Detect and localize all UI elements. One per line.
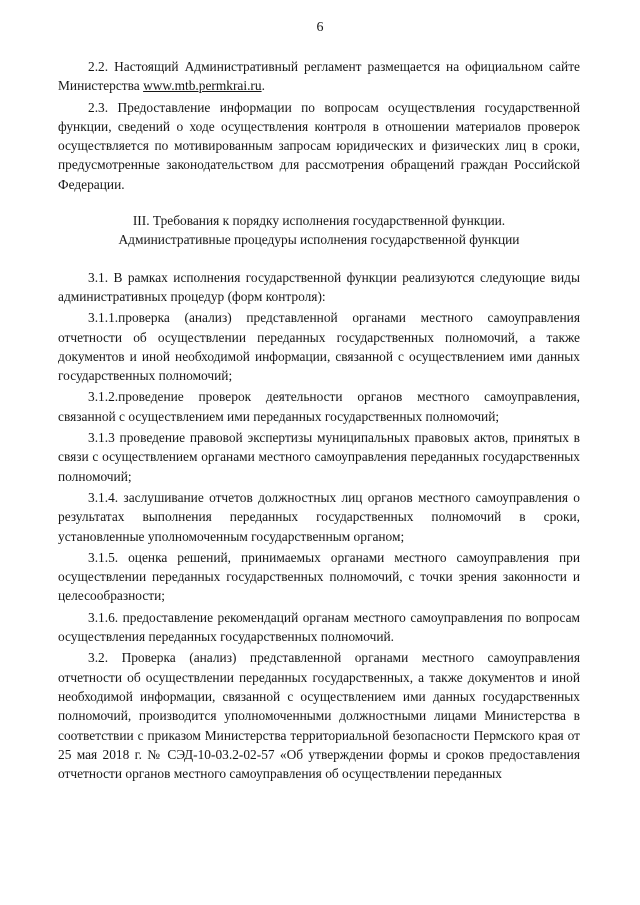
paragraph-3-1-6: 3.1.6. предоставление рекомендаций органам местного самоуправления по вопросам осуществления переданных государственных полномочий. — [58, 609, 580, 645]
paragraph-3-1: 3.1. В рамках исполнения государственной функции реализуются следующие виды административных процедур (форм контроля): — [58, 269, 580, 304]
page-number: 6 — [316, 20, 324, 35]
document-body — [58, 57, 580, 785]
paragraph-3-1-3: 3.1.3 проведение правовой экспертизы муниципальных правовых актов, принятых в связи с осуществлением органами местного самоуправления переданных государственных полномочий; — [58, 430, 580, 484]
section-heading-line-1: III. Требования к порядку исполнения государственной функции. — [132, 213, 506, 229]
paragraph-2-3: 2.3. Предоставление информации по вопросам осуществления государственной функции, сведений о ходе осуществления контроля в отношении материалов проверок осуществляется по мотивированным запросам юридических и физических лиц в сроки, предусмотренные законодательством для рассмотрения обращений граждан Российской Федерации. — [58, 99, 580, 192]
section-heading — [58, 211, 580, 250]
paragraph-3-1-2: 3.1.2.проведение проверок деятельности органов местного самоуправления, связанной с осуществлением ими переданных государственных полномочий; — [58, 389, 580, 424]
section-heading-line-2: Административные процедуры исполнения государственной функции — [118, 232, 520, 248]
paragraph-2-2-text: 2.2. Настоящий Административный регламент размещается на официальном сайте Министерства — [58, 59, 580, 94]
ministry-website-link[interactable]: www.mtb.permkrai.ru — [143, 78, 262, 94]
paragraph-3-2: 3.2. Проверка (анализ) представленной органами местного самоуправления отчетности об осуществлении переданных государственных, а также документов и иной необходимой информации, связанной с осуществлением ими данных государственных полномочий, производится уполномоченными должностными лицами Министерства в соответствии с приказом Министерства территориальной безопасности Пермского края от 25 мая 2018 г. № СЭД-10-03.2-02-57 «Об утверждении формы и сроков предоставления отчетности органов местного самоуправления об осуществлении переданных — [58, 650, 580, 782]
page-bottom-margin — [0, 860, 640, 905]
paragraph-3-1-5: 3.1.5. оценка решений, принимаемых органами местного самоуправления при осуществлении переданных государственных полномочий, с точки зрения законности и целесообразности; — [58, 549, 580, 604]
paragraph-2-2 — [58, 57, 580, 96]
paragraph-3-1-4: 3.1.4. заслушивание отчетов должностных лиц органов местного самоуправления о результатах выполнения переданных государственных полномочий в сроки, установленные уполномоченным государственным органом; — [58, 489, 580, 544]
paragraph-2-2-end: . — [261, 78, 265, 94]
paragraph-3-1-1: 3.1.1.проверка (анализ) представленной органами местного самоуправления отчетности об осуществлении переданных государственных полномочий, а также документов и иной необходимой информации, связанной с осуществлением ими данных государственных полномочий; — [58, 310, 580, 384]
